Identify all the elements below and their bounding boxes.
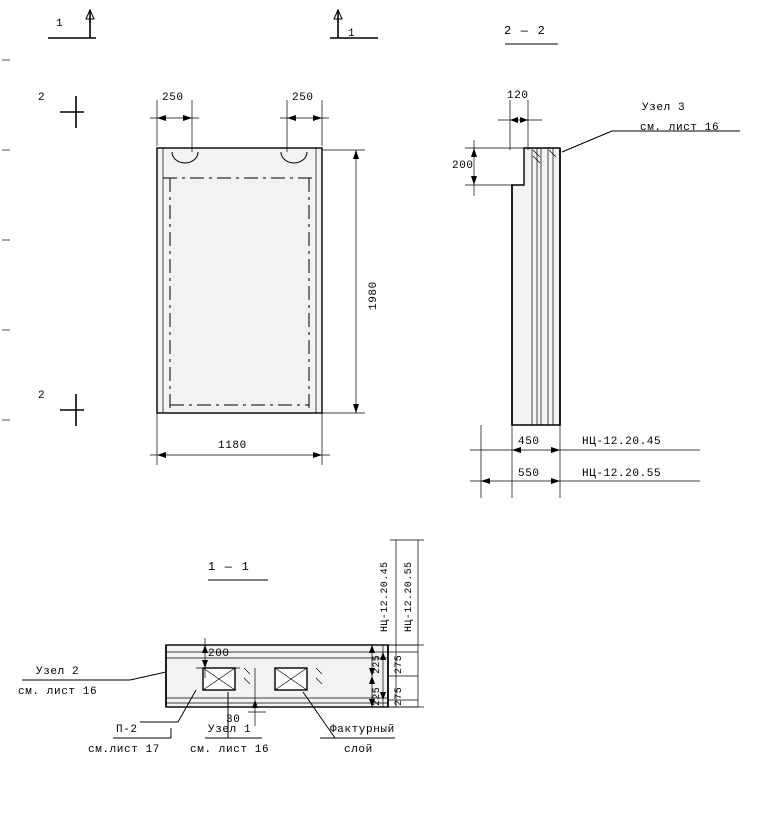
section-mark-label-2-lower: 2 — [38, 390, 46, 402]
plan-dim-height — [322, 150, 365, 413]
section-1-1-title: 1 — 1 — [208, 560, 251, 574]
plan-dim-height-label: 1980 — [368, 281, 380, 310]
plan-dim-top-right-label: 250 — [292, 92, 314, 104]
section11-vert-mark-55: НЦ-12.20.55 — [404, 561, 415, 632]
section-mark-2-upper — [60, 96, 84, 128]
section22-mark-45-label: НЦ-12.20.45 — [582, 436, 662, 448]
node-2-callout-label: Узел 2 — [36, 666, 80, 678]
plan-dim-width-label: 1180 — [218, 440, 247, 452]
plan-dim-top-left — [150, 100, 199, 152]
section-mark-label-2-upper: 2 — [38, 92, 46, 104]
sheet-frame-ticks — [2, 60, 10, 420]
p-2-callout-sheet: см.лист 17 — [88, 744, 161, 756]
section11-dim-left-label: 200 — [208, 648, 230, 660]
node-1-callout-sheet: см. лист 16 — [190, 744, 270, 756]
plan-dim-top-left-label: 250 — [162, 92, 184, 104]
texture-layer-callout-label: Фактурный — [330, 724, 395, 736]
section-mark-label-1-right: 1 — [348, 28, 356, 40]
section22-dim-top — [498, 100, 542, 150]
section-mark-label-1-left: 1 — [56, 18, 64, 30]
section22-mark-55-label: НЦ-12.20.55 — [582, 468, 662, 480]
section11-vert-dim-3: 275 — [394, 654, 405, 674]
section11-right-dims — [365, 540, 424, 707]
section11-vert-mark-45: НЦ-12.20.45 — [380, 561, 391, 632]
node-3-callout-sheet: см. лист 16 — [640, 122, 720, 134]
texture-layer-callout-sheet: слой — [344, 744, 373, 756]
section22-dim-550-label: 550 — [518, 468, 540, 480]
section-1-1-geometry — [166, 580, 388, 707]
section11-dim-center-label: 30 — [226, 714, 241, 726]
section-2-2-title: 2 — 2 — [504, 24, 547, 38]
node-3-leader — [562, 131, 740, 152]
section22-dim-top-label: 120 — [507, 90, 529, 102]
node-3-callout-label: Узел 3 — [642, 102, 686, 114]
section11-vert-dim-2: 225 — [372, 686, 383, 706]
section11-vert-dim-4: 275 — [394, 686, 405, 706]
section-mark-2-lower — [60, 394, 84, 426]
section11-vert-dim-1: 225 — [372, 654, 383, 674]
plan-dim-top-right — [280, 100, 329, 152]
plan-view-panel — [157, 148, 322, 413]
section22-dim-450-label: 450 — [518, 436, 540, 448]
plan-dim-width — [150, 413, 330, 465]
section22-dim-left-label: 200 — [452, 160, 474, 172]
node-2-callout-sheet: см. лист 16 — [18, 686, 98, 698]
node-1-callout-label: Узел 1 — [208, 724, 252, 736]
p-2-callout-label: П-2 — [116, 724, 138, 736]
